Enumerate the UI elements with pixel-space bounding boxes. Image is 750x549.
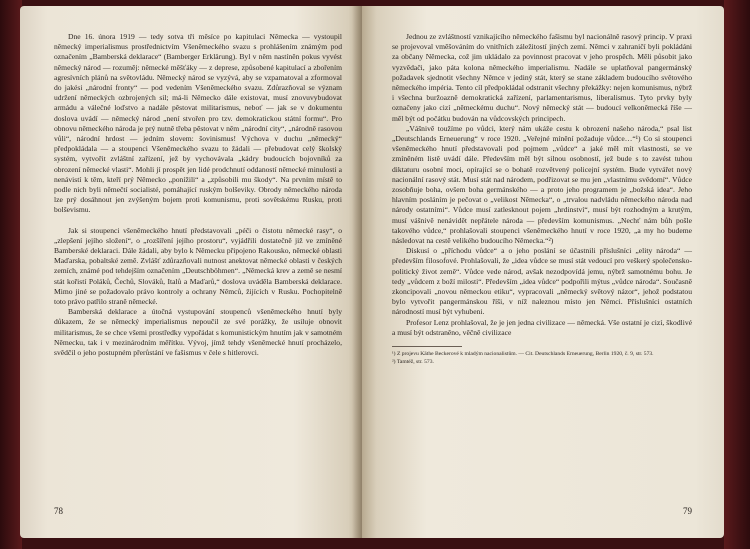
paragraph: Profesor Lenz prohlašoval, že je jen jedna civilizace — německá. Vše ostatní je cizí, škodlivé a musí být odstraněno, věčně civilizace: [392, 317, 692, 337]
paragraph: Jak si stoupenci všeněmeckého hnutí představovali „péči o čistotu německé rasy“, o „zlepšení jejího složení“, o „rozšíření jejího prostoru“, vyjádřili dostatečně již ve zmíněné Bamberské deklaraci. Dále žádali, aby bylo k Německu připojeno Rakousko, německé oblasti Maďarska, pobaltské země. Zvlášť zdůrazňovali nutnost anektovat německé oblasti v českých zemích, známé pod tehdejším označením „Deutschböhmen“. „Německá krev a země se nesmí stát kořistí Poláků, Čechů, Slováků, Italů a Maďarů,“ doslova uváděla Bamberská deklarace. Mimo jiné se požadovalo právo kontroly a ochrany Němců, žijících v Rusku. Pochopitelně toto právo patřilo straně německé.: [54, 225, 342, 307]
right-page-text: [392, 32, 692, 338]
left-page: [20, 6, 362, 538]
page-number-right: 79: [683, 506, 692, 516]
right-page: [362, 6, 724, 538]
paragraph: „Vášnivě toužíme po vůdci, který nám ukáže cestu k obrození našeho národa,“ psal list „Deutschlands Erneuerung“ v roce 1920. „Veřejné mínění požaduje vůdce…“¹) Co si stoupenci všeněmeckého hnutí představovali pod pojmem „vůdce“ a jaké měl mít vlastnosti, se ve zmíněném listě uvádí dále. Především měl být silnou osobností, jež bude s to zavést tuhou diktaturu osobní moci, opírající se o bohatě rozvětvený policejní systém. Bude vytvářet nový nacionální rasový stát. Musí stát nad národem, podřizovat se mu jen „vlastnímu svědomí“. Vůdce zosobňuje boha, ovšem boha germánského — a proto jeho programem je „božská idea“. Jeho hlavním posláním je pečovat o „velikost Německa“, o „trvalou nadvládu německého národa nad národy ostatními“. Vůdce musí zatlesknout pojem „hrdinství“, musí být rozhodným a krutým, musí vášnivě nenávidět nepřátele národa — především komunismus. „Nechť nám bůh pošle takového vůdce,“ prohlašovali stoupenci všeněmeckého hnutí v roce 1920, „a my ho budeme následovat na cestě velikého budoucího Německa.“²): [392, 123, 692, 246]
paragraph: Diskusí o „příchodu vůdce“ a o jeho poslání se účastnili příslušníci „elity národa“ — především filosofové. Prohlašovali, že „idea vůdce se musí stát vedoucí pro veškerý společensko-politický život země“. Vůdce vede národ, avšak nezodpovídá jemu, nýbrž samotnému bohu. Je tedy „vůdcem z boží milosti“. Především „idea vůdce“ podpořili mýtus „vůdce národa“. Současně zkoncipovali „novou německou etiku“, vypracovali „německý světový názor“, jehož podstatou bylo vytvořit pangermánskou říši, v níž naleznou místo jen Němci. Příslušníci ostatních národností musí být vyhubeni.: [392, 246, 692, 317]
book-cover-edge-right: [724, 0, 750, 549]
book-cover-edge-left: [0, 0, 22, 549]
page-number-left: 78: [54, 506, 63, 516]
left-page-text: [54, 32, 342, 358]
paragraph: Dne 16. února 1919 — tedy sotva tři měsíce po kapitulaci Německa — vystoupil německý imperialismus prostřednictvím Všeněmeckého svazu s prohlášením známým pod označením „Bamberská deklarace“ (Bamberger Erklärung). Byl v něm nastíněn pokus vyvést německý národ — rozuměj: německé měšťáky — z deprese, způsobené kapitulací a zbořením agresívních plánů na světovládu. Německý národ se vyzývá, aby se vzpamatoval a zformoval do jakési „národní fronty“ — pod vedením Všeněmeckého svazu. Zdůrazňoval se význam udržení německých ozbrojených sil; má-li Německo dále existovat, musí znovuvybudovat armádu a válečné loďstvo a nadále pěstovat militarismus, neboť — jak se v dokumentu doslova uvádí — německý národ „není stvořen pro tzv. demokratickou státní formu“. Pro obnovu německého národa je prý nutně třeba pěstovat v něm „národní city“, „národně rasovou vůli“, národní hrdost — jedním slovem: šovinismus! Výchova v duchu „německý“ předpokládala — a stoupenci Všeněmeckého svazu to žádali — přebudovat celý školský systém, vytvořit zvláštní zařízení, jež by vychovávala „kádry budoucích bojovníků za obrození německé vlasti“. Mohli jí prospět jen lidé prodchnutí oddaností německé minulosti a nenávistí k těm, kteří prý Německo „ponížili“ a „způsobili mu škody“. Na prvním místě to podle nich byli němečtí socialisté, pomáhající ruským bolševiky. Obrody německého národa lze prý dosáhnout jen zvýšeným bojem proti komunismu, proti sovětskému Rusku, proti bolševismu.: [54, 32, 342, 215]
paragraph: Jednou ze zvláštností vznikajícího německého fašismu byl nacionálně rasový princip. V praxi se projevoval vměšováním do vnitřních záležitostí jiných zemí. Němci v zahraničí byli pokládáni za občany Německa, což jim ukládalo za povinnost pracovat v jeho prospěch. Měli působit jako vyzvědači, jako páta kolona německého imperialismu. Nadále se uplatňoval pangermánský požadavek sjednotit všechny Němce v jediný stát, který se stane základem budoucího světového německého impéria. Tento cíl předpokládal odstranit všechny překážky: nejen komunismus, nýbrž i všechna buržoazně demokratická zařízení, parlamentarismus, liberalismus. Tyto prvky byly označeny jako cizí „německému duchu“. Nový německý stát — budoucí velkoněmecká říše — měl být od počátku budován na vůdcovských principech.: [392, 32, 692, 123]
footnotes: [392, 346, 654, 366]
paragraph: Bamberská deklarace a útočná vystupování stoupenců všeněmeckého hnutí byly důkazem, že se německý imperialismus nepoučil ze své porážky, že usiluje obnovit militarismus, že se chce všemi prostředky vypořádat s komunistickým hnutím jak v samotném Německu, tak i v mezinárodním měřítku. Vývoj, jímž tehdy všeněmecké hnutí procházelo, svědčil o jeho postupném přerůstání ve fašismus v čele s hitlerovci.: [54, 307, 342, 358]
footnote: ¹) Z projevu Käthe Beckerové k mladým nacionalistům. — Cit. Deutschlands Erneuerung, Berlin 1920, č. 9, str. 573.: [392, 351, 654, 358]
footnote: ²) Tamtéž, str. 573.: [392, 359, 434, 366]
